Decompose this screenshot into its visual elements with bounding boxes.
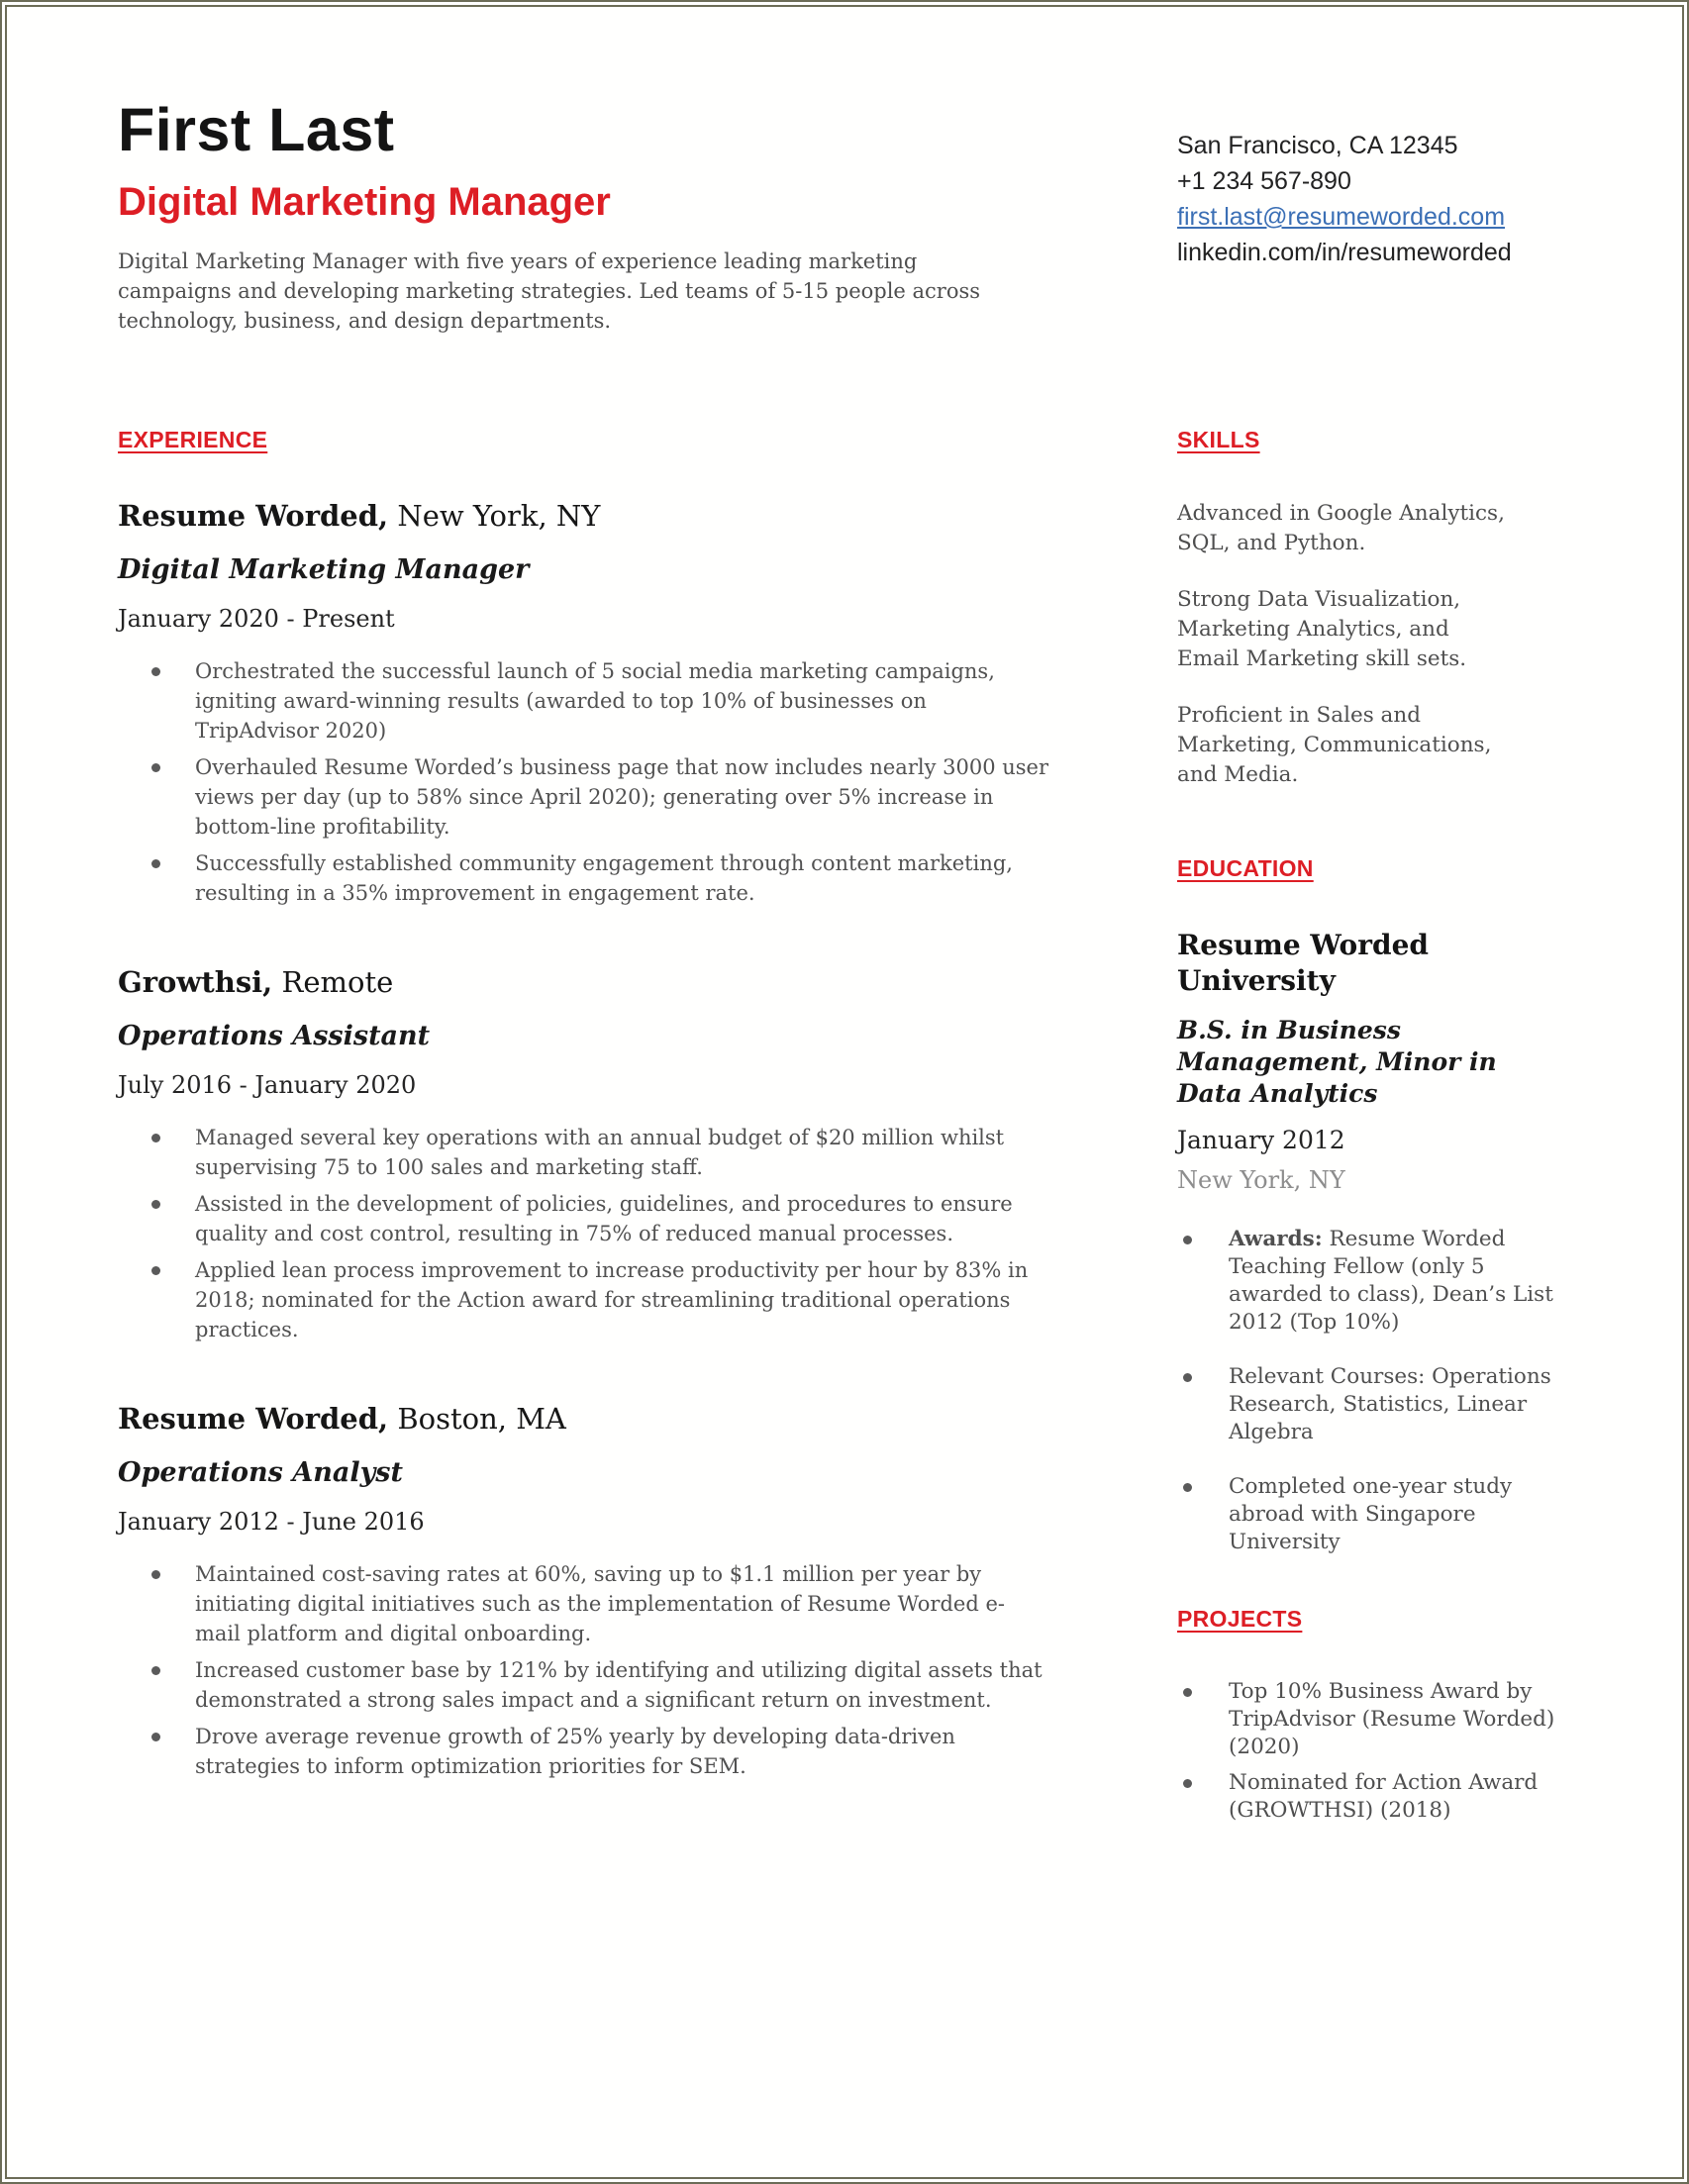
bullet-text: Resume Worded Teaching Fellow (only 5 awarded to class), Dean’s List 2012 (Top 10%) xyxy=(1229,1227,1553,1336)
bullet-item xyxy=(118,1123,1048,1182)
person-title: Digital Marketing Manager xyxy=(118,180,611,225)
education-location: New York, NY xyxy=(1177,1166,1345,1195)
job-dates: July 2016 - January 2020 xyxy=(118,1071,417,1100)
job-company-line xyxy=(118,965,1088,999)
contact-email-row xyxy=(1177,199,1563,235)
company-location: Boston, MA xyxy=(388,1402,566,1437)
education-degree: B.S. in Business Management, Minor in Data Analytics xyxy=(1177,1016,1497,1109)
bullet-text: Assisted in the development of policies, guidelines, and procedures to ensure quality and cost control, resulting in 75% of reduced manual processes. xyxy=(195,1192,1013,1246)
job-entry-1 xyxy=(118,499,1088,908)
bullet-item xyxy=(1177,1473,1563,1556)
bullet-item xyxy=(118,1189,1048,1248)
resume-sidebar xyxy=(1177,427,1563,1838)
bullet-item xyxy=(118,656,1048,745)
job-bullet-list xyxy=(118,656,1088,908)
contact-linkedin: linkedin.com/in/resumeworded xyxy=(1177,239,1512,266)
bullet-dot-icon xyxy=(151,1733,160,1741)
education-date: January 2012 xyxy=(1177,1126,1345,1155)
header-identity xyxy=(118,98,1088,336)
company-name: Resume Worded, xyxy=(118,1402,389,1437)
job-title: Operations Assistant xyxy=(118,1021,431,1052)
job-dates: January 2012 - June 2016 xyxy=(118,1508,425,1537)
contact-location: San Francisco, CA 12345 xyxy=(1177,132,1458,159)
skills-section xyxy=(1177,427,1563,790)
bullet-text: Orchestrated the successful launch of 5 social media marketing campaigns, igniting award-winning results (awarded to top 10% of businesses on TripAdvisor 2020) xyxy=(195,659,995,744)
skills-heading: SKILLS xyxy=(1177,427,1260,453)
bullet-dot-icon xyxy=(1183,1373,1192,1382)
skills-item: Advanced in Google Analytics, SQL, and Python. xyxy=(1177,501,1505,556)
bullet-text: Managed several key operations with an annual budget of $20 million whilst supervising 75 to 100 sales and marketing staff. xyxy=(195,1126,1005,1180)
bullet-item xyxy=(118,1559,1048,1648)
bullet-dot-icon xyxy=(151,1570,160,1579)
bullet-dot-icon xyxy=(1183,1483,1192,1492)
contact-block xyxy=(1177,128,1563,270)
summary-text: Digital Marketing Manager with five years of experience leading marketing campaigns and developing marketing strategies. Led teams of 5-15 people across technology, business, and design departments. xyxy=(118,249,981,334)
bullet-dot-icon xyxy=(1183,1779,1192,1788)
bullet-dot-icon xyxy=(151,667,160,676)
bullet-item xyxy=(1177,1226,1563,1337)
contact-phone: +1 234 567-890 xyxy=(1177,167,1351,195)
bullet-item xyxy=(118,1655,1048,1715)
bullet-item xyxy=(1177,1678,1563,1761)
job-title: Digital Marketing Manager xyxy=(118,554,530,586)
job-title: Operations Analyst xyxy=(118,1457,403,1489)
job-entry-3 xyxy=(118,1402,1088,1781)
skills-item: Proficient in Sales and Marketing, Communications, and Media. xyxy=(1177,703,1492,788)
job-company-line xyxy=(118,1402,1088,1436)
education-section xyxy=(1177,855,1563,1556)
bullet-dot-icon xyxy=(1183,1236,1192,1244)
bullet-dot-icon xyxy=(151,1200,160,1209)
job-company-line xyxy=(118,499,1088,533)
bullet-dot-icon xyxy=(1183,1688,1192,1697)
job-bullet-list xyxy=(118,1123,1088,1344)
job-bullet-list xyxy=(118,1559,1088,1781)
bullet-dot-icon xyxy=(151,859,160,868)
bullet-label: Awards: xyxy=(1229,1227,1323,1252)
contact-email-link[interactable]: first.last@resumeworded.com xyxy=(1177,203,1506,231)
bullet-text: Nominated for Action Award (GROWTHSI) (2018) xyxy=(1229,1770,1539,1824)
bullet-dot-icon xyxy=(151,1266,160,1275)
bullet-text: Drove average revenue growth of 25% yearly by developing data-driven strategies to inform optimization priorities for SEM. xyxy=(195,1725,955,1779)
bullet-text: Top 10% Business Award by TripAdvisor (Resume Worded) (2020) xyxy=(1229,1679,1555,1760)
skills-item: Strong Data Visualization, Marketing Analytics, and Email Marketing skill sets. xyxy=(1177,587,1467,672)
projects-section xyxy=(1177,1606,1563,1825)
company-location: Remote xyxy=(272,965,394,1000)
bullet-text: Applied lean process improvement to increase productivity per hour by 83% in 2018; nominated for the Action award for streamlining traditional operations practices. xyxy=(195,1258,1029,1342)
bullet-item xyxy=(118,1722,1048,1781)
company-name: Growthsi, xyxy=(118,965,273,1000)
company-location: New York, NY xyxy=(388,499,601,534)
experience-heading: EXPERIENCE xyxy=(118,427,268,453)
projects-heading: PROJECTS xyxy=(1177,1606,1303,1633)
bullet-item xyxy=(118,1255,1048,1344)
education-heading: EDUCATION xyxy=(1177,855,1314,882)
projects-bullet-list xyxy=(1177,1678,1563,1825)
person-name: First Last xyxy=(118,96,395,163)
bullet-item xyxy=(1177,1769,1563,1825)
resume-body xyxy=(118,427,1563,1838)
job-dates: January 2020 - Present xyxy=(118,605,395,634)
bullet-dot-icon xyxy=(151,1666,160,1675)
bullet-dot-icon xyxy=(151,1134,160,1142)
bullet-text: Increased customer base by 121% by identifying and utilizing digital assets that demonstrated a strong sales impact and a significant return on investment. xyxy=(195,1658,1043,1713)
job-entry-2 xyxy=(118,965,1088,1344)
education-school: Resume Worded University xyxy=(1177,929,1429,998)
experience-section xyxy=(118,427,1088,1838)
bullet-item xyxy=(118,752,1048,842)
bullet-text: Relevant Courses: Operations Research, Statistics, Linear Algebra xyxy=(1229,1364,1551,1445)
bullet-item xyxy=(118,848,1048,908)
bullet-item xyxy=(1177,1363,1563,1446)
bullet-text: Completed one-year study abroad with Singapore University xyxy=(1229,1474,1513,1555)
education-bullet-list xyxy=(1177,1226,1563,1556)
bullet-text: Maintained cost-saving rates at 60%, saving up to $1.1 million per year by initiating digital initiatives such as the implementation of Resume Worded e-mail platform and digital onboarding. xyxy=(195,1562,1005,1646)
bullet-text: Successfully established community engagement through content marketing, resulting in a 35% improvement in engagement rate. xyxy=(195,851,1013,906)
resume-header xyxy=(118,98,1563,336)
bullet-dot-icon xyxy=(151,763,160,772)
company-name: Resume Worded, xyxy=(118,499,389,534)
bullet-text: Overhauled Resume Worded’s business page that now includes nearly 3000 user views per day (up to 58% since April 2020); generating over 5% increase in bottom-line profitability. xyxy=(195,755,1049,840)
